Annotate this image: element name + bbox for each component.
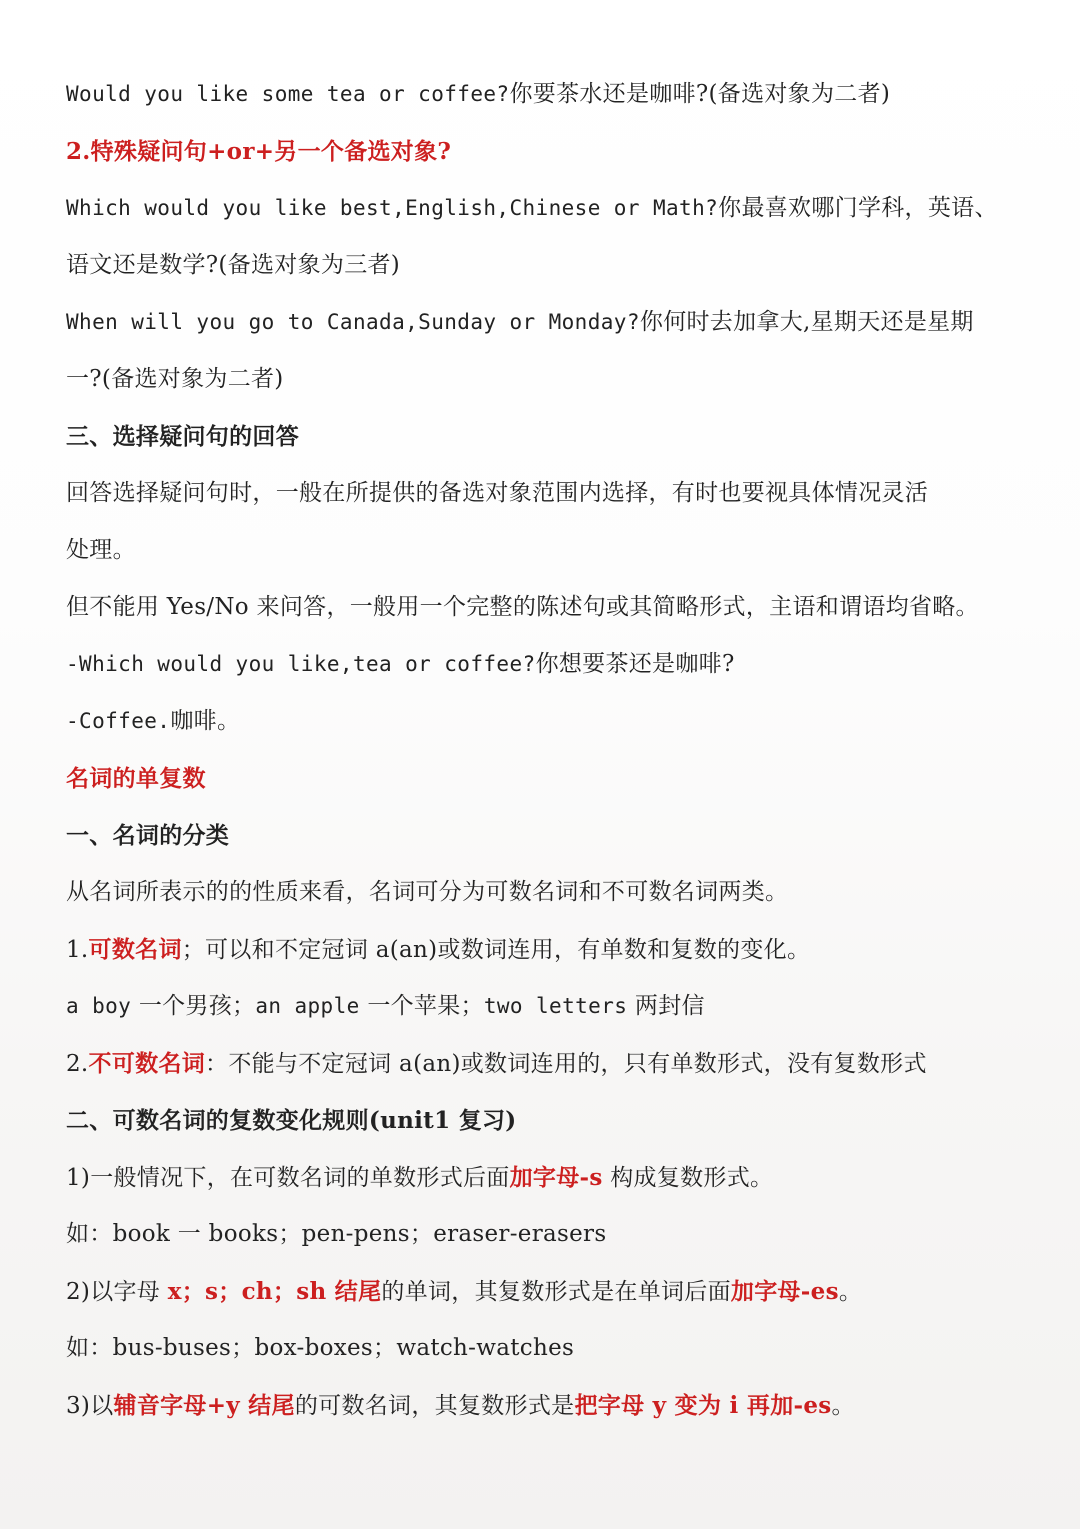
example-chinese: 两封信: [627, 993, 705, 1019]
example-chinese: 一个男孩；: [131, 993, 256, 1019]
rule-highlight: x；s；ch；sh 结尾: [167, 1278, 382, 1305]
example-chinese: 你何时去加拿大,星期天还是星期: [639, 309, 974, 335]
section-heading-classification: [66, 807, 1026, 864]
paragraph-text: 处理。: [66, 537, 136, 563]
example-english: Would you like some tea or coffee?: [66, 82, 510, 106]
item-number: 1.: [66, 937, 89, 963]
example-which-subject: [66, 180, 1026, 237]
example-chinese: 一?(备选对象为二者): [66, 366, 284, 392]
dialog-answer: [66, 693, 1026, 750]
paragraph-text: 回答选择疑问句时，一般在所提供的备选对象范围内选择，有时也要视具体情况灵活: [66, 480, 929, 506]
rule-text: 3)以: [66, 1393, 114, 1419]
rule-1-example: [66, 1206, 1026, 1263]
example-canada-cont: [66, 351, 1026, 408]
item-text: ；可以和不定冠词 a(an)或数词连用，有单数和复数的变化。: [181, 937, 811, 963]
example-english: When will you go to Canada,Sunday or Monday?: [66, 310, 640, 334]
dialog-english: -Which would you like,tea or coffee?: [66, 652, 536, 676]
term-uncountable: 不可数名词: [88, 1050, 206, 1077]
example-chinese: 语文还是数学?(备选对象为三者): [66, 252, 401, 278]
paragraph-answer-cont: [66, 522, 1026, 579]
dialog-chinese: 咖啡。: [170, 708, 241, 734]
example-text: 如：bus-buses；box-boxes；watch-watches: [66, 1335, 575, 1361]
section-heading-text: 一、名词的分类: [66, 822, 230, 849]
paragraph-text: 但不能用 Yes/No 来问答，一般用一个完整的陈述句或其简略形式，主语和谓语均省略。: [66, 594, 979, 620]
paragraph-no-yes-no: [66, 579, 1026, 636]
dialog-question: [66, 636, 1026, 693]
rule-text: 。: [838, 1279, 863, 1305]
topic-title-noun-number: [66, 750, 1026, 807]
rule-highlight: 把字母 y 变为 i 再加-es: [574, 1392, 832, 1419]
example-chinese: 你最喜欢哪门学科，英语、: [718, 195, 998, 221]
rule-text: 。: [831, 1393, 855, 1419]
section-heading-answer: [66, 408, 1026, 465]
example-which-subject-cont: [66, 237, 1026, 294]
paragraph-classification: [66, 864, 1026, 921]
document-content: [66, 66, 1026, 1434]
rule-highlight: 加字母-s: [509, 1164, 603, 1191]
section-heading-text: 二、可数名词的复数变化规则(unit1 复习): [66, 1107, 517, 1134]
example-countable: [66, 978, 1026, 1035]
section-heading-text: 三、选择疑问句的回答: [66, 423, 299, 450]
rule-heading-text: 2.特殊疑问句+or+另一个备选对象?: [66, 138, 452, 165]
example-english: a boy: [66, 994, 132, 1018]
rule-text: 构成复数形式。: [602, 1165, 774, 1191]
item-countable-noun: [66, 921, 1026, 978]
rule-highlight: 加字母-es: [730, 1278, 839, 1305]
rule-text: 的可数名词，其复数形式是: [294, 1393, 575, 1419]
paragraph-answer: [66, 465, 1026, 522]
dialog-english: -Coffee.: [66, 709, 171, 733]
dialog-chinese: 你想要茶还是咖啡?: [535, 651, 735, 677]
item-uncountable-noun: [66, 1035, 1026, 1092]
example-chinese: 一个苹果；: [359, 993, 484, 1019]
example-chinese: 你要茶水还是咖啡?(备选对象为二者): [509, 81, 891, 107]
example-canada: [66, 294, 1026, 351]
example-english: two letters: [483, 994, 628, 1018]
rule-1: [66, 1149, 1026, 1206]
example-text: 如：book 一 books；pen-pens；eraser-erasers: [66, 1221, 607, 1247]
rule-highlight: 辅音字母+y 结尾: [113, 1392, 295, 1419]
item-number: 2.: [66, 1051, 89, 1077]
item-text: ：不能与不定冠词 a(an)或数词连用的，只有单数形式，没有复数形式: [205, 1051, 927, 1077]
example-english: an apple: [255, 994, 360, 1018]
paragraph-text: 从名词所表示的的性质来看，名词可分为可数名词和不可数名词两类。: [66, 879, 789, 905]
term-countable: 可数名词: [88, 936, 182, 963]
rule-3: [66, 1377, 1026, 1434]
rule-text: 2)以字母: [66, 1279, 168, 1305]
rule-heading-2: [66, 123, 1026, 180]
rule-2-example: [66, 1320, 1026, 1377]
section-heading-plural-rules: [66, 1092, 1026, 1149]
rule-text: 的单词，其复数形式是在单词后面: [381, 1279, 731, 1305]
topic-title-text: 名词的单复数: [66, 765, 206, 792]
example-english: Which would you like best,English,Chinese or Math?: [66, 196, 719, 220]
example-tea-or-coffee: [66, 66, 1026, 123]
rule-text: 1)一般情况下，在可数名词的单数形式后面: [66, 1165, 510, 1191]
rule-2: [66, 1263, 1026, 1320]
